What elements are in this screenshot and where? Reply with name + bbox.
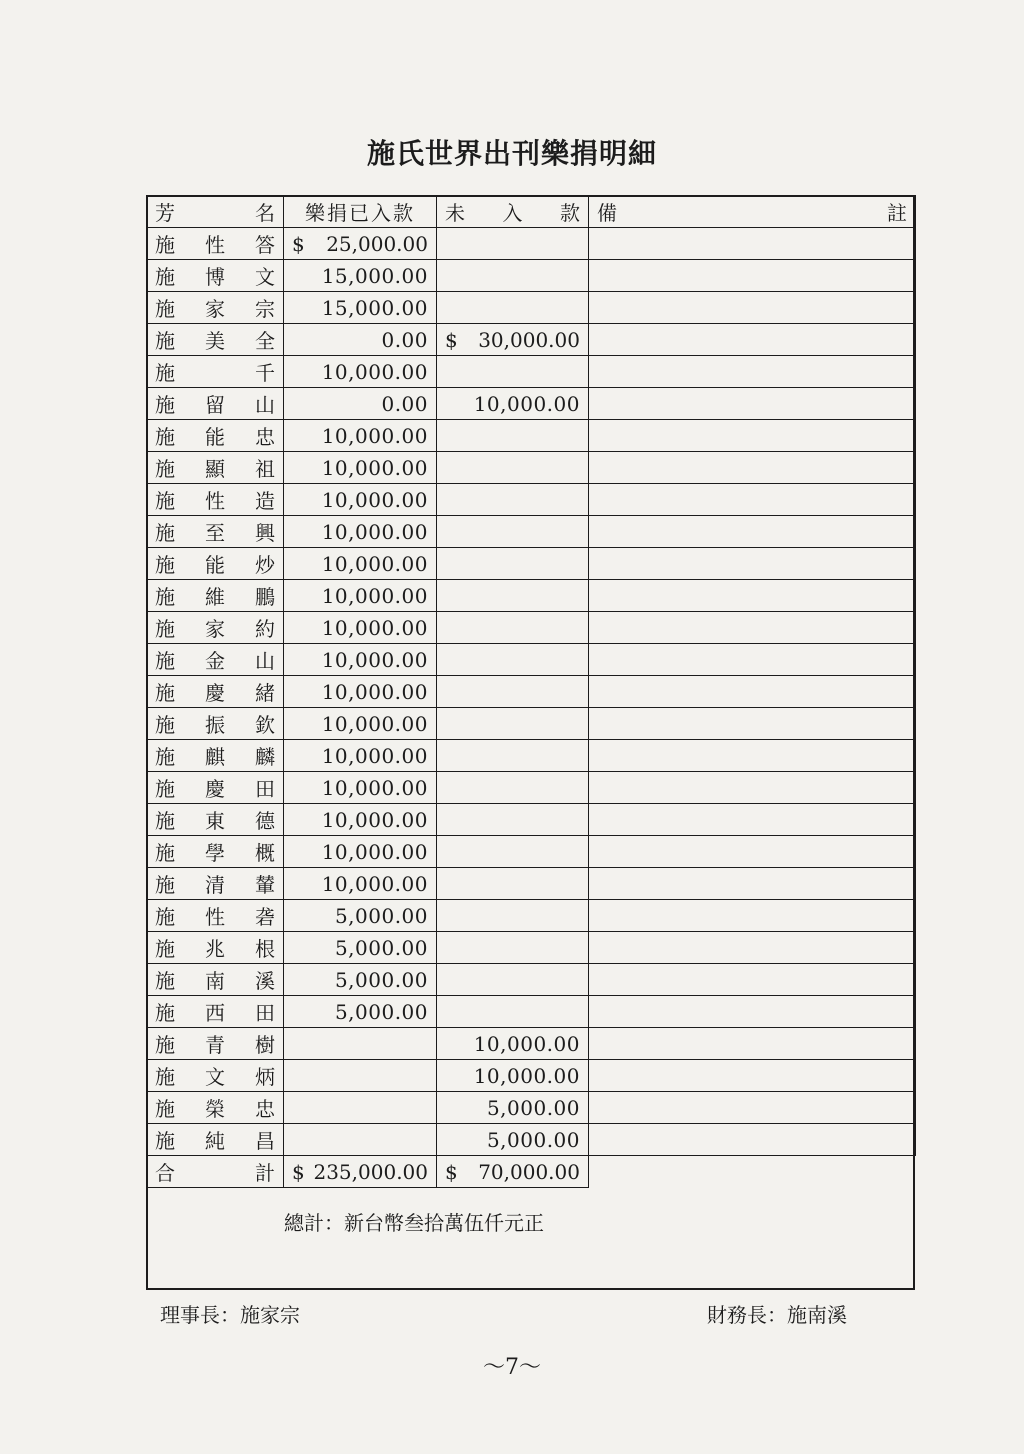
paid-amount: 10,000.00: [284, 676, 437, 708]
donor-name-char: 施: [155, 937, 175, 961]
donor-name: [147, 1092, 284, 1124]
donor-name-char: 性: [205, 489, 225, 513]
donor-name-char: 能: [205, 553, 225, 577]
donor-name: [147, 548, 284, 580]
donor-name-char: 學: [205, 841, 225, 865]
donor-name-char: 答: [255, 233, 275, 257]
header-unpaid-part: 入: [502, 201, 523, 225]
paid-amount: 10,000.00: [284, 644, 437, 676]
donor-name: [147, 516, 284, 548]
paid-amount: [284, 1092, 437, 1124]
unpaid-amount: 10,000.00: [437, 388, 589, 420]
paid-amount: 10,000.00: [284, 836, 437, 868]
table-row: [147, 868, 916, 900]
table-row: [147, 676, 916, 708]
currency-sign: $: [292, 1159, 305, 1184]
donor-name: [147, 260, 284, 292]
donor-name-char: 施: [155, 585, 175, 609]
table-row: [147, 740, 916, 772]
unpaid-amount: 5,000.00: [437, 1124, 589, 1156]
paid-amount: 10,000.00: [284, 804, 437, 836]
note-cell: [589, 836, 916, 868]
donor-name-char: 炒: [255, 553, 275, 577]
donor-name-char: 文: [205, 1065, 225, 1089]
donor-name-char: 東: [205, 809, 225, 833]
donor-name-char: 施: [155, 809, 175, 833]
donor-name: [147, 452, 284, 484]
donor-name-char: 家: [205, 297, 225, 321]
table-row: [147, 292, 916, 324]
donor-name-char: 施: [155, 713, 175, 737]
unpaid-amount: [437, 868, 589, 900]
table-row: [147, 644, 916, 676]
donor-name-char: 施: [155, 1033, 175, 1057]
unpaid-amount: [437, 612, 589, 644]
unpaid-amount: [437, 708, 589, 740]
donor-name-char: 施: [155, 1065, 175, 1089]
donor-name-char: 純: [205, 1129, 225, 1153]
unpaid-amount: [437, 356, 589, 388]
paid-amount: 10,000.00: [284, 772, 437, 804]
donor-name-char: 全: [255, 329, 275, 353]
paid-amount: 10,000.00: [284, 612, 437, 644]
unpaid-amount: [437, 580, 589, 612]
paid-amount: 5,000.00: [284, 996, 437, 1028]
note-cell: [589, 868, 916, 900]
treasurer-signature: 財務長：施南溪: [707, 1303, 847, 1327]
donor-name-char: 顯: [205, 457, 225, 481]
note-cell: [589, 740, 916, 772]
table-row: [147, 932, 916, 964]
donor-name: [147, 1060, 284, 1092]
donor-name-char: 祖: [255, 457, 275, 481]
donor-name-char: 施: [155, 681, 175, 705]
donor-name: [147, 644, 284, 676]
unpaid-amount: [437, 676, 589, 708]
paid-amount: 10,000.00: [284, 484, 437, 516]
donor-name-char: 施: [155, 1097, 175, 1121]
table-row: [147, 324, 916, 356]
header-note-part: 註: [887, 201, 907, 225]
donor-name-char: 兆: [205, 937, 225, 961]
donor-name-char: 施: [155, 841, 175, 865]
unpaid-amount: 10,000.00: [437, 1060, 589, 1092]
paid-amount: 5,000.00: [284, 964, 437, 996]
donor-name-char: 施: [155, 265, 175, 289]
unpaid-amount: [437, 740, 589, 772]
paid-amount: [284, 1060, 437, 1092]
donor-name-char: 宗: [255, 297, 275, 321]
note-cell: [589, 548, 916, 580]
donor-name-char: 施: [155, 521, 175, 545]
donor-name: [147, 868, 284, 900]
donation-table: [146, 195, 916, 1188]
donor-name: [147, 356, 284, 388]
donor-name-char: 山: [255, 393, 275, 417]
chairman-signature: 理事長：施家宗: [160, 1303, 300, 1327]
header-note-part: 備: [597, 201, 617, 225]
donor-name-char: 施: [155, 873, 175, 897]
donor-name: [147, 740, 284, 772]
donor-name-char: 忠: [255, 425, 275, 449]
donor-name-char: 榮: [205, 1097, 225, 1121]
table-row: [147, 1124, 916, 1156]
unpaid-amount: 5,000.00: [437, 1092, 589, 1124]
donor-name-char: 施: [155, 393, 175, 417]
table-row: [147, 484, 916, 516]
note-cell: [589, 356, 916, 388]
donor-name-char: 清: [205, 873, 225, 897]
donor-name-char: 至: [205, 521, 225, 545]
donor-name-char: 緒: [255, 681, 275, 705]
donor-name-char: 田: [255, 777, 275, 801]
unpaid-amount: [437, 964, 589, 996]
unpaid-amount: [437, 484, 589, 516]
note-cell: [589, 420, 916, 452]
donor-name: [147, 804, 284, 836]
paid-amount: 10,000.00: [284, 356, 437, 388]
note-cell: [589, 388, 916, 420]
donor-name-char: 施: [155, 361, 175, 385]
table-row: [147, 388, 916, 420]
table-row: [147, 964, 916, 996]
donor-name-char: 西: [205, 1001, 225, 1025]
note-cell: [589, 612, 916, 644]
page-number: ～7～: [483, 1355, 541, 1380]
table-row: [147, 356, 916, 388]
note-cell: [589, 260, 916, 292]
paid-amount: 10,000.00: [284, 516, 437, 548]
table-row: [147, 516, 916, 548]
unpaid-amount: [437, 260, 589, 292]
donor-name-char: 忠: [255, 1097, 275, 1121]
donor-name-char: 施: [155, 233, 175, 257]
donor-name-char: 輦: [255, 873, 275, 897]
total-paid: [284, 1156, 437, 1188]
donor-name: [147, 996, 284, 1028]
donor-name-char: 能: [205, 425, 225, 449]
paid-amount: 5,000.00: [284, 932, 437, 964]
donor-name-char: 施: [155, 1129, 175, 1153]
currency-sign: $: [445, 327, 458, 352]
donor-name-char: 性: [205, 233, 225, 257]
unpaid-amount: [437, 516, 589, 548]
donor-name: [147, 676, 284, 708]
currency-sign: $: [445, 1159, 458, 1184]
total-label-part: 合: [155, 1161, 175, 1185]
paid-amount: 0.00: [284, 324, 437, 356]
donor-name-char: 溪: [255, 969, 275, 993]
header-name-part: 芳: [155, 201, 175, 225]
header-name-part: 名: [255, 201, 275, 225]
donor-name: [147, 612, 284, 644]
table-row: [147, 228, 916, 260]
note-cell: [589, 900, 916, 932]
donor-name-char: 施: [155, 745, 175, 769]
donor-name-char: 欽: [255, 713, 275, 737]
donor-name-char: 施: [155, 617, 175, 641]
donor-name-char: 造: [255, 489, 275, 513]
note-cell: [589, 964, 916, 996]
unpaid-amount: 10,000.00: [437, 1028, 589, 1060]
donor-name-char: 施: [155, 649, 175, 673]
donor-name-char: 德: [255, 809, 275, 833]
table-row: [147, 996, 916, 1028]
unpaid-amount: [437, 228, 589, 260]
paid-amount: 10,000.00: [284, 580, 437, 612]
header-name: [147, 196, 284, 228]
donor-name: [147, 580, 284, 612]
donor-name: [147, 708, 284, 740]
donor-name-char: 金: [205, 649, 225, 673]
donor-name: [147, 1028, 284, 1060]
total-note: [589, 1156, 916, 1188]
donor-name-char: 施: [155, 297, 175, 321]
header-paid: 樂捐已入款: [284, 196, 437, 228]
donor-name-char: 慶: [205, 777, 225, 801]
paid-amount: [284, 1028, 437, 1060]
paid-amount: [284, 228, 437, 260]
donor-name-char: 施: [155, 905, 175, 929]
total-unpaid: [437, 1156, 589, 1188]
donor-name-char: 施: [155, 969, 175, 993]
donor-name: [147, 1124, 284, 1156]
donor-name: [147, 292, 284, 324]
table-row: [147, 1060, 916, 1092]
table-row: [147, 708, 916, 740]
header-row: [147, 196, 916, 228]
donor-name-char: 麒: [205, 745, 225, 769]
note-cell: [589, 1092, 916, 1124]
donor-name-char: 施: [155, 553, 175, 577]
paid-amount: 10,000.00: [284, 708, 437, 740]
total-label: [147, 1156, 284, 1188]
paid-amount: 0.00: [284, 388, 437, 420]
paid-amount: 5,000.00: [284, 900, 437, 932]
note-cell: [589, 676, 916, 708]
note-cell: [589, 1028, 916, 1060]
donor-name-char: 施: [155, 1001, 175, 1025]
paid-amount: 15,000.00: [284, 292, 437, 324]
donor-name-char: 麟: [255, 745, 275, 769]
table-row: [147, 772, 916, 804]
header-unpaid-part: 款: [560, 201, 580, 225]
donor-name-char: 山: [255, 649, 275, 673]
donor-name-char: 昌: [255, 1129, 275, 1153]
note-cell: [589, 1060, 916, 1092]
donor-name-char: 慶: [205, 681, 225, 705]
note-cell: [589, 804, 916, 836]
unpaid-amount: [437, 996, 589, 1028]
amount: 235,000.00: [313, 1159, 428, 1184]
page-title: 施氏世界出刊樂捐明細: [366, 137, 657, 170]
donor-name-char: 根: [255, 937, 275, 961]
table-row: [147, 900, 916, 932]
table-row: [147, 612, 916, 644]
donor-name-char: 砻: [255, 905, 275, 929]
donor-name: [147, 420, 284, 452]
note-cell: [589, 452, 916, 484]
donor-name: [147, 388, 284, 420]
paid-amount: [284, 1124, 437, 1156]
unpaid-amount: [437, 772, 589, 804]
donor-name-char: 施: [155, 777, 175, 801]
unpaid-amount: [437, 932, 589, 964]
donor-name-char: 美: [205, 329, 225, 353]
donor-name-char: 青: [205, 1033, 225, 1057]
donor-name-char: 振: [205, 713, 225, 737]
note-cell: [589, 644, 916, 676]
donor-name-char: 施: [155, 489, 175, 513]
donor-name-char: 維: [205, 585, 225, 609]
unpaid-amount: [437, 804, 589, 836]
donor-name-char: 約: [255, 617, 275, 641]
donor-name-char: 興: [255, 521, 275, 545]
donor-name: [147, 836, 284, 868]
table-row: [147, 420, 916, 452]
donor-name-char: 千: [255, 361, 275, 385]
donor-name: [147, 484, 284, 516]
paid-amount: 10,000.00: [284, 548, 437, 580]
table-row: [147, 580, 916, 612]
unpaid-amount: [437, 292, 589, 324]
table-row: [147, 804, 916, 836]
unpaid-amount: [437, 452, 589, 484]
note-cell: [589, 324, 916, 356]
unpaid-amount: [437, 548, 589, 580]
donor-name-char: 田: [255, 1001, 275, 1025]
grand-total: 總計：新台幣叁拾萬伍仟元正: [284, 1211, 544, 1235]
header-note: [589, 196, 916, 228]
table-row: [147, 452, 916, 484]
paid-amount: 10,000.00: [284, 868, 437, 900]
donor-name-char: 博: [205, 265, 225, 289]
donor-name: [147, 900, 284, 932]
table-row: [147, 1092, 916, 1124]
unpaid-amount: [437, 900, 589, 932]
donor-name-char: 樹: [255, 1033, 275, 1057]
donor-name: [147, 772, 284, 804]
amount: 30,000.00: [478, 327, 580, 352]
paid-amount: 10,000.00: [284, 420, 437, 452]
donor-name-char: 鵬: [255, 585, 275, 609]
note-cell: [589, 772, 916, 804]
note-cell: [589, 516, 916, 548]
note-cell: [589, 580, 916, 612]
table-row: [147, 260, 916, 292]
header-unpaid: [437, 196, 589, 228]
paid-amount: 10,000.00: [284, 452, 437, 484]
total-label-part: 計: [255, 1161, 275, 1185]
unpaid-amount: [437, 324, 589, 356]
unpaid-amount: [437, 644, 589, 676]
donor-name-char: 概: [255, 841, 275, 865]
header-unpaid-part: 未: [445, 201, 465, 225]
table-row: [147, 1028, 916, 1060]
donor-name-char: 施: [155, 329, 175, 353]
amount: 25,000.00: [326, 231, 428, 256]
currency-sign: $: [292, 231, 305, 256]
note-cell: [589, 708, 916, 740]
table-row: [147, 548, 916, 580]
amount: 70,000.00: [478, 1159, 580, 1184]
paid-amount: 15,000.00: [284, 260, 437, 292]
unpaid-amount: [437, 836, 589, 868]
donor-name: [147, 964, 284, 996]
note-cell: [589, 292, 916, 324]
unpaid-amount: [437, 420, 589, 452]
donor-name-char: 施: [155, 457, 175, 481]
donor-name-char: 家: [205, 617, 225, 641]
donor-name-char: 性: [205, 905, 225, 929]
total-row: [147, 1156, 916, 1188]
donor-name: [147, 324, 284, 356]
table-row: [147, 836, 916, 868]
donor-name-char: 文: [255, 265, 275, 289]
note-cell: [589, 228, 916, 260]
paid-amount: 10,000.00: [284, 740, 437, 772]
note-cell: [589, 996, 916, 1028]
donor-name-char: 施: [155, 425, 175, 449]
note-cell: [589, 484, 916, 516]
donor-name-char: 留: [205, 393, 225, 417]
note-cell: [589, 932, 916, 964]
donor-name-char: 炳: [255, 1065, 275, 1089]
note-cell: [589, 1124, 916, 1156]
donor-name: [147, 932, 284, 964]
donor-name: [147, 228, 284, 260]
donor-name-char: 南: [205, 969, 225, 993]
